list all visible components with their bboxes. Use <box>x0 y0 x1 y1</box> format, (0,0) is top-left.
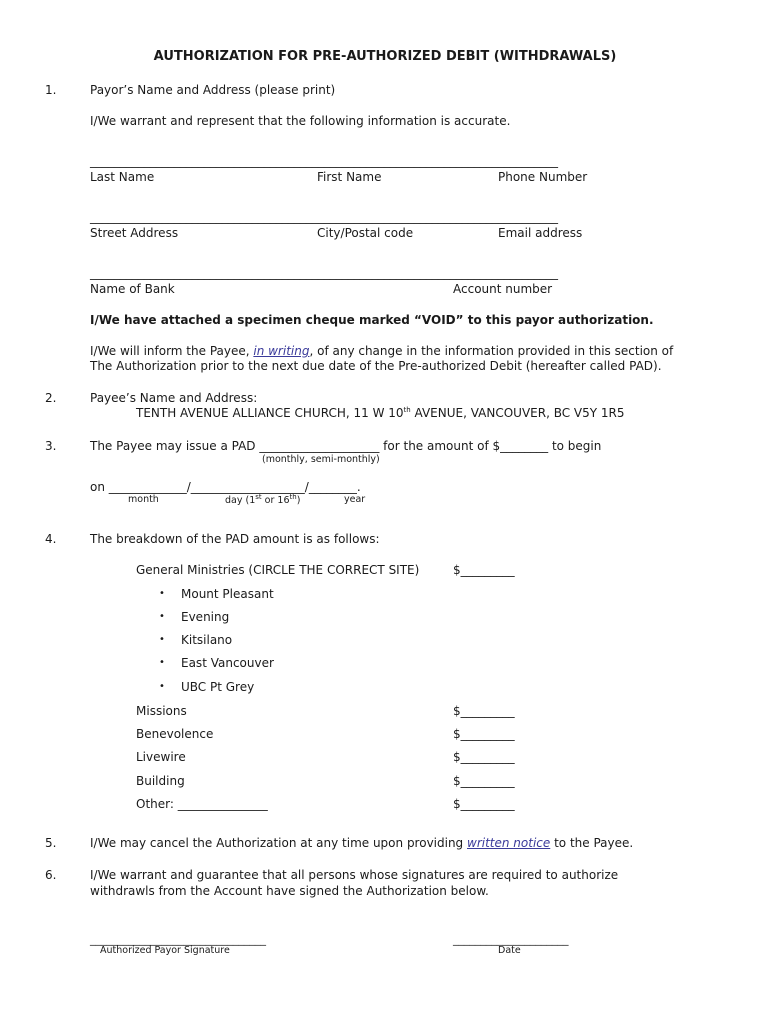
site-ubc-pt-grey: UBC Pt Grey <box>181 680 255 694</box>
bullet-icon: • <box>159 634 165 645</box>
general-ministries-label: General Ministries (CIRCLE THE CORRECT SITE) <box>136 563 420 577</box>
first-name-label: First Name <box>317 170 382 184</box>
start-date-line[interactable]: on _____________/___________________/________. <box>90 480 361 494</box>
bullet-icon: • <box>159 588 165 599</box>
fund-benevolence: Benevolence <box>136 727 214 741</box>
warrant-statement: I/We warrant and represent that the following information is accurate. <box>90 114 511 128</box>
section-number-6: 6. <box>45 868 57 882</box>
fund-building: Building <box>136 774 185 788</box>
fund-other[interactable]: Other: _______________ <box>136 797 268 811</box>
pad-frequency-amount-line[interactable]: The Payee may issue a PAD ____________________ for the amount of $________ to begin <box>90 439 602 453</box>
building-amount[interactable]: $_________ <box>453 774 515 788</box>
payor-name-line[interactable]: ______________________________________________________________________________ <box>90 154 558 168</box>
payor-heading: Payor’s Name and Address (please print) <box>90 83 336 97</box>
last-name-label: Last Name <box>90 170 155 184</box>
bank-name-label: Name of Bank <box>90 282 175 296</box>
bank-line[interactable]: ______________________________________________________________________________ <box>90 266 558 280</box>
payee-address: TENTH AVENUE ALLIANCE CHURCH, 11 W 10th AVENUE, VANCOUVER, BC V5Y 1R5 <box>136 406 625 420</box>
in-writing-text: in writing <box>253 344 310 358</box>
breakdown-heading: The breakdown of the PAD amount is as follows: <box>90 532 380 546</box>
cancel-statement: I/We may cancel the Authorization at any time upon providing written notice to the Payee. <box>90 836 634 850</box>
livewire-amount[interactable]: $_________ <box>453 750 515 764</box>
section-number-4: 4. <box>45 532 57 546</box>
written-notice-text: written notice <box>467 836 551 850</box>
city-postal-label: City/Postal code <box>317 226 414 240</box>
section-number-2: 2. <box>45 391 57 405</box>
phone-number-label: Phone Number <box>498 170 588 184</box>
guarantee-statement-line1: I/We warrant and guarantee that all persons whose signatures are required to authorize <box>90 868 619 882</box>
bullet-icon: • <box>159 611 165 622</box>
day-label: day (1st or 16th) <box>225 493 301 507</box>
site-evening: Evening <box>181 610 230 624</box>
section-number-1: 1. <box>45 83 57 97</box>
street-address-label: Street Address <box>90 226 179 240</box>
signature-label: Authorized Payor Signature <box>100 945 230 956</box>
benevolence-amount[interactable]: $_________ <box>453 727 515 741</box>
site-mount-pleasant: Mount Pleasant <box>181 587 274 601</box>
payee-heading: Payee’s Name and Address: <box>90 391 258 405</box>
missions-amount[interactable]: $_________ <box>453 704 515 718</box>
bullet-icon: • <box>159 657 165 668</box>
site-east-vancouver: East Vancouver <box>181 656 274 670</box>
guarantee-statement-line2: withdrawls from the Account have signed the Authorization below. <box>90 884 489 898</box>
document-title: AUTHORIZATION FOR PRE-AUTHORIZED DEBIT (WITHDRAWALS) <box>153 49 617 64</box>
fund-livewire: Livewire <box>136 750 186 764</box>
section-number-5: 5. <box>45 836 57 850</box>
fund-missions: Missions <box>136 704 187 718</box>
frequency-hint: (monthly, semi-monthly) <box>262 454 380 465</box>
month-label: month <box>128 494 159 505</box>
payor-address-line[interactable]: ______________________________________________________________________________ <box>90 210 558 224</box>
other-amount[interactable]: $_________ <box>453 797 515 811</box>
section-number-3: 3. <box>45 439 57 453</box>
site-kitsilano: Kitsilano <box>181 633 233 647</box>
general-ministries-amount[interactable]: $_________ <box>453 563 515 577</box>
inform-statement-line1: I/We will inform the Payee, in writing, of any change in the information provided in this section of <box>90 344 674 358</box>
inform-statement-line2: The Authorization prior to the next due date of the Pre-authorized Debit (hereafter called PAD). <box>90 359 662 373</box>
email-label: Email address <box>498 226 583 240</box>
signature-line[interactable]: ________________________________ <box>90 933 266 946</box>
date-line[interactable]: _____________________ <box>453 933 569 946</box>
date-label: Date <box>498 945 521 956</box>
void-cheque-statement: I/We have attached a specimen cheque marked “VOID” to this payor authorization. <box>90 313 654 327</box>
year-label: year <box>344 494 366 505</box>
account-number-label: Account number <box>453 282 553 296</box>
bullet-icon: • <box>159 681 165 692</box>
